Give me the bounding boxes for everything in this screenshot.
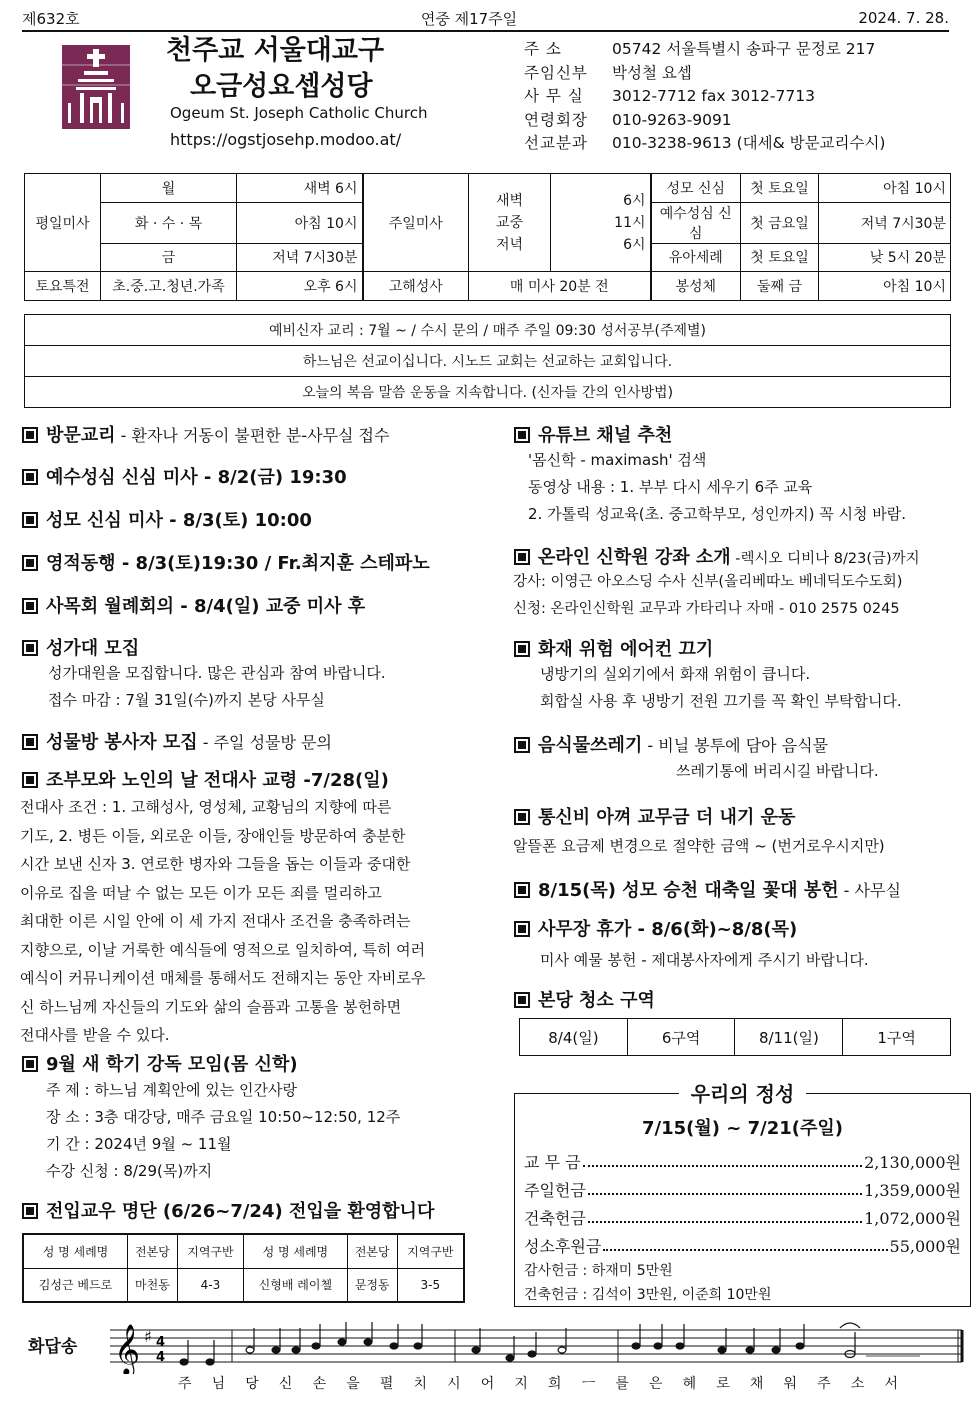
square-bullet-icon [22, 512, 38, 528]
heading-text: 9월 새 학기 강독 모임(몸 신학) [46, 1054, 298, 1075]
heading-text: 사무장 휴가 - 8/6(화)~8/8(목) [538, 919, 798, 940]
offering-label: 성소후원금 [524, 1237, 602, 1256]
offering-amount: 55,000원 [889, 1237, 961, 1256]
masthead-line [22, 6, 949, 32]
sunday-mass-label: 주일미사 [363, 174, 469, 272]
offering-line [524, 1206, 961, 1229]
column-header: 지역구반 [397, 1234, 464, 1268]
youtube-line: '몸신학 - maximash' 검색 [528, 451, 707, 469]
adoration-time: 아침 10시 [819, 272, 951, 301]
special-mass-name: 예수성심 신심 [651, 202, 741, 243]
table-cell: 3-5 [397, 1268, 464, 1302]
contact-row [524, 109, 885, 133]
sharp-icon: ♯ [144, 1327, 152, 1346]
spiritual-companion-heading [22, 549, 430, 575]
heading-text: 조부모와 노인의 날 전대사 교령 -7/28(일) [46, 770, 389, 791]
office-vacation-heading [514, 915, 797, 941]
heading-text: 영적동행 - 8/3(토)19:30 / Fr.최지훈 스테파노 [46, 553, 430, 574]
contact-label: 선교분과 [524, 134, 588, 152]
contact-row [524, 132, 885, 156]
cleaning-table [519, 1018, 951, 1056]
weekday-day: 화 · 수 · 목 [101, 202, 237, 243]
lyric-syllable: 치 [413, 1376, 428, 1392]
heading-tail: -렉시오 디비나 8/23(금)까지 [730, 551, 920, 567]
notice-line: 예비신자 교리 : 7월 ~ / 수시 문의 / 매주 주일 09:30 성서공부(주제별) [25, 315, 951, 346]
heading-text: 성물방 봉사자 모집 [46, 732, 198, 753]
square-bullet-icon [22, 427, 38, 443]
bible-study-line: 기 간 : 2024년 9월 ~ 11월 [46, 1135, 232, 1153]
special-mass-name: 유아세례 [651, 243, 741, 272]
table-cell: 문정동 [347, 1268, 397, 1302]
contact-label: 주 소 [524, 40, 562, 58]
column-header: 전본당 [347, 1234, 397, 1268]
lyric-syllable: 를 [615, 1376, 629, 1392]
saturday-mass-group: 초.중.고.청년.가족 [101, 272, 237, 301]
offering-amount: 1,359,000원 [864, 1181, 961, 1200]
lyric-syllable: 워 [783, 1376, 798, 1392]
lyric-syllable: 서 [884, 1376, 898, 1392]
leader-dots [603, 1234, 887, 1251]
youtube-line: 동영상 내용 : 1. 부부 다시 세우기 6주 교육 [528, 478, 813, 496]
church-logo [62, 45, 130, 129]
youtube-line: 2. 가톨릭 성교육(초. 중고학부모, 성인까지) 꼭 시청 바람. [528, 505, 906, 523]
weekday-mass-label: 평일미사 [25, 174, 101, 272]
psalm-label: 화답송 [28, 1337, 78, 1357]
weekday-time: 저녁 7시30분 [237, 243, 363, 272]
heading-text: 사목회 월례회의 - 8/4(일) 교중 미사 후 [46, 596, 366, 617]
offering-line [524, 1178, 961, 1201]
note-heads [180, 1322, 855, 1365]
mary-mass-heading [22, 506, 312, 532]
council-meeting-heading [22, 592, 365, 618]
lyric-syllable: 채 [749, 1376, 764, 1392]
fire-risk-heading [514, 635, 713, 661]
heading-text: 유튜브 채널 추천 [538, 425, 673, 446]
table-cell: 8/4(일) [520, 1019, 628, 1056]
lyric-syllable: 소 [850, 1376, 865, 1392]
parish-name-line1: 천주교 서울대교구 [166, 35, 385, 66]
weekday-day: 월 [101, 174, 237, 203]
special-mass-name: 성모 신심 [651, 174, 741, 203]
square-bullet-icon [22, 772, 38, 788]
weekday-time: 아침 10시 [237, 202, 363, 243]
contact-value: 05742 서울특별시 송파구 문정로 217 [612, 40, 876, 58]
cleaning-heading [514, 986, 655, 1012]
square-bullet-icon [22, 469, 38, 485]
column-header: 성 명 세례명 [243, 1234, 347, 1268]
square-bullet-icon [514, 992, 530, 1008]
square-bullet-icon [514, 549, 530, 565]
lyric-syllable: 신 [278, 1376, 293, 1392]
heading-tail: - 주일 성물방 문의 [197, 733, 332, 752]
square-bullet-icon [514, 427, 530, 443]
adoration-label: 봉성체 [651, 272, 741, 301]
offering-label: 교 무 금 [524, 1153, 581, 1172]
heading-tail: - 비닐 봉투에 담아 음식물 [642, 736, 829, 755]
offering-line [524, 1234, 961, 1257]
contact-value: 010-9263-9091 [612, 110, 732, 129]
contact-value: 010-3238-9613 (대세& 방문교리수시) [612, 134, 886, 152]
table-cell: 4-3 [177, 1268, 243, 1302]
time-signature: 4 [156, 1335, 166, 1350]
offering-box [514, 1093, 971, 1307]
heading-text: 8/15(목) 성모 승천 대축일 꽃대 봉헌 [538, 880, 839, 901]
weekday-time: 새벽 6시 [237, 174, 363, 203]
square-bullet-icon [22, 1056, 38, 1072]
sunday-mass-names: 새벽 교중 저녁 [469, 174, 551, 272]
table-cell: 1구역 [843, 1019, 951, 1056]
offering-week: 7/15(월) ~ 7/21(주일) [642, 1118, 843, 1139]
offering-line [524, 1150, 961, 1173]
sunday-mass-times: 6시 11시 6시 [551, 174, 651, 272]
leader-dots [588, 1206, 862, 1223]
heading-text: 본당 청소 구역 [538, 990, 655, 1011]
parish-url-link[interactable]: https://ogstjosehp.modoo.at/ [170, 130, 402, 149]
lyric-syllable: 은 [648, 1376, 663, 1392]
paragraph-line: 시간 보낸 신자 3. 연로한 병자와 그들을 돕는 이들과 중대한 [20, 855, 411, 873]
heading-text: 성가대 모집 [46, 638, 140, 659]
bible-study-line: 수강 신청 : 8/29(목)까지 [46, 1162, 213, 1180]
phone-bill-line: 알뜰폰 요금제 변경으로 절약한 금액 ~ (번거로우시지만) [513, 837, 885, 855]
parish-name-english: Ogeum St. Joseph Catholic Church [170, 104, 428, 122]
special-mass-time: 저녁 7시30분 [819, 202, 951, 243]
psalm-lyrics [178, 1373, 898, 1393]
square-bullet-icon [514, 809, 530, 825]
contact-row [524, 38, 885, 62]
paragraph-line: 예식이 커뮤니케이션 매체를 통해서도 전해지는 동안 자비로우 [20, 969, 426, 987]
music-staff [110, 1318, 964, 1374]
heading-text: 예수성심 신심 미사 - 8/2(금) 19:30 [46, 467, 347, 488]
lyric-syllable: 당 [245, 1376, 259, 1392]
paragraph-line: 전대사 조건 : 1. 고해성사, 영성체, 교황님의 지향에 따른 [20, 798, 392, 816]
table-cell: 김성근 베드로 [23, 1268, 127, 1302]
food-waste-line: 쓰레기통에 버리시길 바랍니다. [676, 762, 879, 780]
fire-risk-line: 냉방기의 실외기에서 화재 위험이 큽니다. [540, 665, 811, 683]
special-mass-when: 첫 금요일 [741, 202, 819, 243]
fire-risk-line: 회합실 사용 후 냉방기 전원 끄기를 꼭 확인 부탁합니다. [540, 692, 902, 710]
bible-study-heading [22, 1050, 298, 1076]
newcomers-heading [22, 1197, 434, 1223]
special-mass-time: 아침 10시 [819, 174, 951, 203]
choir-line: 접수 마감 : 7월 31일(수)까지 본당 사무실 [48, 691, 325, 709]
square-bullet-icon [514, 641, 530, 657]
online-seminary-line: 신청: 온라인신학원 교무과 가타리나 자매 - 010 2575 0245 [513, 601, 900, 617]
contact-row [524, 62, 885, 86]
choir-heading [22, 634, 139, 660]
lyric-syllable: 주 [817, 1376, 831, 1392]
square-bullet-icon [22, 640, 38, 656]
issue-number: 제632호 [22, 9, 80, 28]
offering-title-text: 우리의 정성 [679, 1082, 807, 1106]
issue-date: 2024. 7. 28. [858, 9, 949, 27]
contact-label: 주임신부 [524, 63, 588, 82]
lyric-syllable: 혜 [682, 1376, 697, 1392]
column-header: 지역구반 [177, 1234, 243, 1268]
lyric-syllable: 어 [480, 1376, 495, 1392]
heading-text: 음식물쓰레기 [538, 735, 643, 756]
heading-tail: - 환자나 거동이 불편한 분-사무실 접수 [115, 426, 390, 445]
contact-label: 사 무 실 [524, 87, 584, 105]
paragraph-line: 최대한 이른 시일 안에 이 세 가지 전대사 조건을 충족하려는 [20, 912, 411, 930]
fermata-icon [840, 1323, 860, 1328]
contact-value: 박성철 요셉 [612, 63, 692, 82]
heading-text: 전입교우 명단 (6/26~7/24) 전입을 환영합니다 [46, 1201, 435, 1222]
offering-amount: 1,072,000원 [864, 1209, 961, 1228]
notice-line: 하느님은 선교이십니다. 시노드 교회는 선교하는 교회입니다. [25, 346, 951, 377]
contact-value: 3012-7712 fax 3012-7713 [612, 87, 815, 105]
paragraph-line: 지향으로, 이날 거룩한 예식들에 영적으로 일치하여, 특히 여러 [20, 940, 426, 959]
lyric-syllable: 펼 [379, 1376, 394, 1392]
square-bullet-icon [22, 1203, 38, 1219]
phone-bill-heading [514, 803, 795, 829]
square-bullet-icon [22, 734, 38, 750]
heading-text: 화재 위험 에어컨 끄기 [538, 639, 714, 660]
adoration-when: 둘째 금 [741, 272, 819, 301]
youtube-heading [514, 421, 672, 447]
table-cell: 8/11(일) [735, 1019, 843, 1056]
paragraph-line: 신 하느님께 자신들의 기도와 삶의 슬픔과 고통을 봉헌하면 [20, 997, 402, 1016]
leader-dots [583, 1150, 863, 1167]
grandparents-day-heading [22, 766, 389, 792]
indulgence-paragraph [20, 793, 472, 1050]
heading-text: 방문교리 [46, 425, 116, 446]
heading-text: 성모 신심 미사 - 8/3(토) 10:00 [46, 510, 312, 531]
confession-label: 고해성사 [363, 272, 469, 301]
paragraph-line: 기도, 2. 병든 이들, 외로운 이들, 장애인들 방문하여 충분한 [20, 826, 406, 845]
square-bullet-icon [514, 882, 530, 898]
offering-title [514, 1078, 971, 1107]
visit-catechism-heading [22, 421, 389, 447]
choir-line: 성가대원을 모집합니다. 많은 관심과 참여 바랍니다. [48, 664, 386, 682]
office-vacation-line: 미사 예물 봉헌 - 제대봉사자에게 주시기 바랍니다. [540, 951, 869, 969]
building-donors-line: 건축헌금 : 김석이 3만원, 이준희 10만원 [524, 1287, 772, 1303]
confession-time: 매 미사 20분 전 [469, 272, 651, 301]
contact-label: 연령회장 [524, 110, 588, 129]
heading-text: 통신비 아껴 교무금 더 내기 운동 [538, 807, 796, 828]
lyric-syllable: ㅡ [581, 1376, 596, 1392]
assumption-heading [514, 876, 901, 902]
mass-schedule-table [24, 173, 951, 301]
special-mass-when: 첫 토요일 [741, 243, 819, 272]
table-cell: 신형배 레이첼 [243, 1268, 347, 1302]
offering-label: 주일헌금 [524, 1181, 586, 1200]
treble-clef-icon: 𝄞 [114, 1324, 141, 1374]
saturday-mass-time: 오후 6시 [237, 272, 363, 301]
heading-tail: - 사무실 [838, 881, 901, 900]
parish-name-line2: 오금성요셉성당 [190, 71, 373, 102]
heading-text: 온라인 신학원 강좌 소개 [538, 547, 731, 568]
lyric-syllable: 희 [548, 1376, 562, 1392]
responsorial-psalm-score [28, 1318, 964, 1398]
saturday-mass-label: 토요특전 [25, 272, 101, 301]
column-header: 전본당 [127, 1234, 177, 1268]
online-seminary-line: 강사: 이영근 아오스딩 수사 신부(올리베따노 베네딕도수도회) [513, 574, 903, 590]
notice-line: 오늘의 복음 말씀 운동을 지속합니다. (신자들 간의 인사방법) [25, 377, 951, 408]
sacred-heart-mass-heading [22, 463, 347, 489]
table-cell: 마천동 [127, 1268, 177, 1302]
paragraph-line: 전대사를 받을 수 있다. [20, 1026, 170, 1044]
contact-row [524, 85, 885, 109]
newcomers-table [22, 1233, 465, 1303]
bible-study-line: 장 소 : 3층 대강당, 매주 금요일 10:50~12:50, 12주 [46, 1108, 401, 1126]
time-signature: 4 [156, 1350, 166, 1365]
lyric-syllable: 지 [514, 1376, 528, 1392]
notice-box [24, 314, 951, 408]
lyric-syllable: 을 [346, 1376, 360, 1392]
square-bullet-icon [22, 598, 38, 614]
square-bullet-icon [514, 737, 530, 753]
weekday-day: 금 [101, 243, 237, 272]
special-mass-when: 첫 토요일 [741, 174, 819, 203]
offering-amount: 2,130,000원 [864, 1153, 961, 1172]
online-seminary-heading [514, 543, 920, 569]
offering-label: 건축헌금 [524, 1209, 586, 1228]
liturgical-week: 연중 제17주일 [420, 9, 518, 28]
bible-study-line: 주 제 : 하느님 계획안에 있는 인간사랑 [46, 1081, 298, 1099]
square-bullet-icon [22, 555, 38, 571]
table-cell: 6구역 [627, 1019, 735, 1056]
special-mass-time: 낮 5시 20분 [819, 243, 951, 272]
food-waste-heading [514, 731, 828, 757]
table-row [23, 1268, 464, 1302]
lyric-syllable: 님 [211, 1376, 226, 1392]
lyric-syllable: 주 [178, 1376, 192, 1392]
thanks-offering-line: 감사헌금 : 하재미 5만원 [524, 1263, 673, 1279]
column-header: 성 명 세례명 [23, 1234, 127, 1268]
lyric-syllable: 로 [716, 1376, 730, 1392]
contacts-block [524, 38, 885, 156]
lyric-syllable: 시 [447, 1376, 461, 1392]
table-row [520, 1019, 951, 1056]
square-bullet-icon [514, 921, 530, 937]
leader-dots [588, 1178, 862, 1195]
paragraph-line: 이유로 집을 떠날 수 없는 모든 이가 모든 죄를 멀리하고 [20, 883, 382, 902]
lyric-syllable: 손 [312, 1376, 327, 1392]
shop-volunteer-heading [22, 728, 332, 754]
